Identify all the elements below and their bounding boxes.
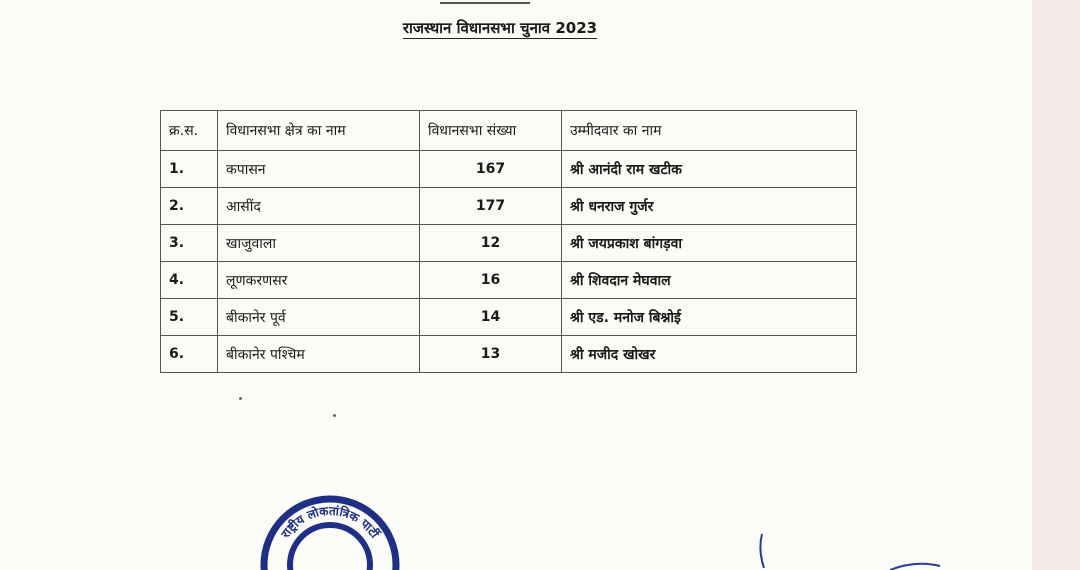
cell-number: 177: [420, 188, 562, 225]
cell-constituency: बीकानेर पूर्व: [218, 299, 420, 336]
table-row: [161, 151, 857, 188]
header-serial: क्र.स.: [161, 111, 218, 151]
cell-constituency: कपासन: [218, 151, 420, 188]
table-row: [161, 188, 857, 225]
cell-candidate: श्री शिवदान मेघवाल: [562, 262, 857, 299]
table-row: [161, 225, 857, 262]
cell-number: 16: [420, 262, 562, 299]
cell-serial: 3.: [161, 225, 218, 262]
table-row: [161, 299, 857, 336]
cell-candidate: श्री धनराज गुर्जर: [562, 188, 857, 225]
cell-number: 12: [420, 225, 562, 262]
document-title-text: राजस्थान विधानसभा चुनाव 2023: [402, 19, 598, 37]
cell-serial: 4.: [161, 262, 218, 299]
cell-candidate: श्री एड. मनोज बिश्नोई: [562, 299, 857, 336]
scan-speck: [333, 414, 336, 417]
header-constituency: विधानसभा क्षेत्र का नाम: [218, 111, 420, 151]
cell-constituency: लूणकरणसर: [218, 262, 420, 299]
table-header-row: [161, 111, 857, 151]
seal-text: राष्ट्रीय लोकतांत्रिक पार्टी: [278, 503, 382, 541]
scan-speck: [239, 397, 242, 400]
cell-candidate: श्री जयप्रकाश बांगड़वा: [562, 225, 857, 262]
cell-serial: 5.: [161, 299, 218, 336]
cell-serial: 6.: [161, 336, 218, 373]
top-cropped-line: [440, 0, 530, 4]
document-title: [0, 18, 1000, 38]
signature-icon: [740, 520, 960, 570]
cell-candidate: श्री आनंदी राम खटीक: [562, 151, 857, 188]
cell-number: 14: [420, 299, 562, 336]
cell-constituency: बीकानेर पश्चिम: [218, 336, 420, 373]
table-row: [161, 262, 857, 299]
header-constituency-number: विधानसभा संख्या: [420, 111, 562, 151]
header-candidate: उम्मीदवार का नाम: [562, 111, 857, 151]
cell-serial: 2.: [161, 188, 218, 225]
cell-constituency: खाजुवाला: [218, 225, 420, 262]
cell-number: 13: [420, 336, 562, 373]
cell-number: 167: [420, 151, 562, 188]
cell-constituency: आसींद: [218, 188, 420, 225]
party-seal-icon: [260, 490, 400, 570]
cell-serial: 1.: [161, 151, 218, 188]
table-row: [161, 336, 857, 373]
cell-candidate: श्री मजीद खोखर: [562, 336, 857, 373]
candidate-table: [160, 110, 857, 373]
